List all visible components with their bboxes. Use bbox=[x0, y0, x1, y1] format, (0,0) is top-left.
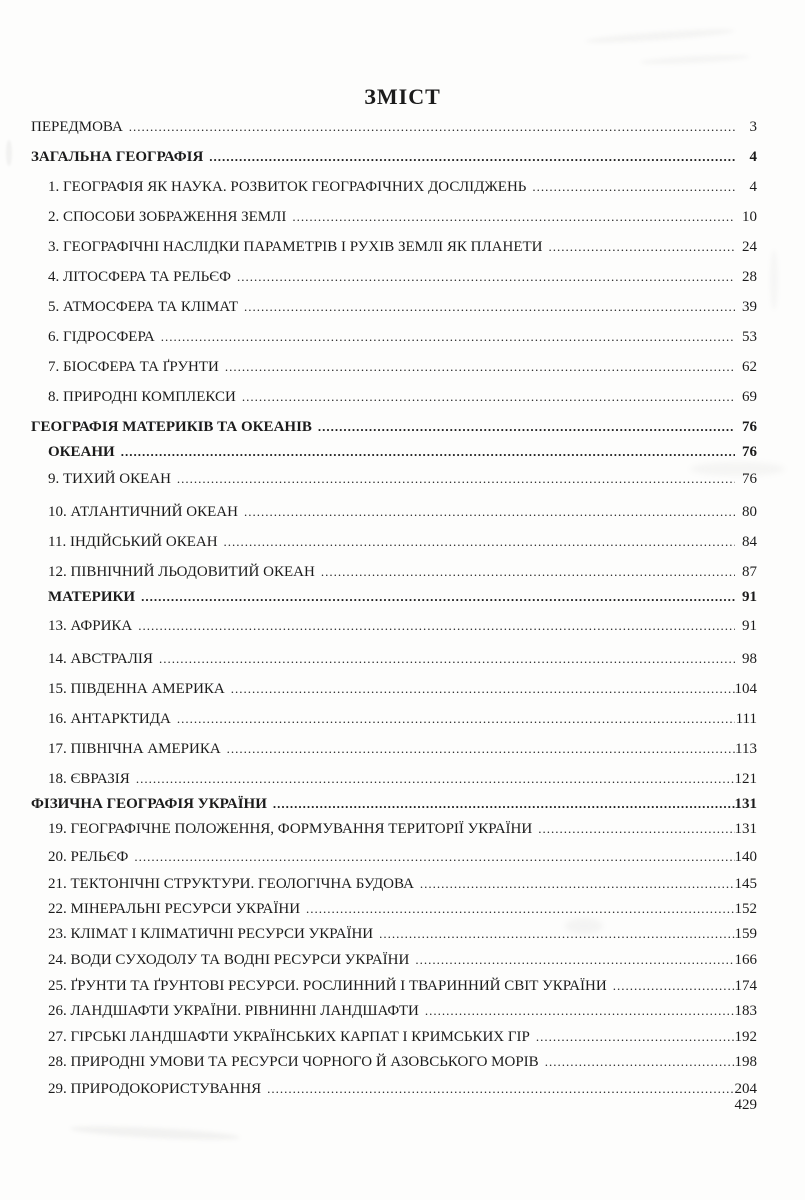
dot-leader bbox=[607, 977, 735, 994]
toc-entry-label: 4. ЛІТОСФЕРА ТА РЕЛЬЄФ bbox=[48, 269, 232, 285]
toc-entry bbox=[0, 470, 805, 487]
toc-entry-page: 98 bbox=[742, 651, 757, 667]
toc-entry-label: 2. СПОСОБИ ЗОБРАЖЕННЯ ЗЕМЛІ bbox=[48, 209, 287, 225]
toc-entry-label: 27. ГІРСЬКІ ЛАНДШАФТИ УКРАЇНСЬКИХ КАРПАТ І КРИМСЬКИХ ГІР bbox=[48, 1029, 530, 1045]
toc-entry-label: ЗАГАЛЬНА ГЕОГРАФІЯ bbox=[31, 149, 204, 165]
dot-leader bbox=[219, 358, 735, 375]
dot-leader bbox=[238, 298, 735, 315]
dot-leader bbox=[414, 875, 735, 892]
toc-entry bbox=[0, 503, 805, 520]
toc-entry-page: 198 bbox=[734, 1054, 757, 1070]
toc-entry-page: 4 bbox=[749, 149, 757, 165]
dot-leader bbox=[221, 740, 735, 757]
toc-entry-label: 13. АФРИКА bbox=[48, 618, 133, 634]
toc-entry bbox=[0, 951, 805, 968]
dot-leader bbox=[539, 1053, 735, 1070]
toc-entry-page: 145 bbox=[734, 876, 757, 892]
toc-entry bbox=[0, 875, 805, 892]
dot-leader bbox=[135, 588, 735, 605]
toc-entry bbox=[0, 563, 805, 580]
toc-entry bbox=[0, 443, 805, 460]
toc-entry bbox=[0, 977, 805, 994]
page-title: ЗМІСТ bbox=[364, 84, 441, 109]
toc-entry-page: 76 bbox=[742, 471, 757, 487]
toc-entry bbox=[0, 795, 805, 812]
toc-entry-page: 53 bbox=[742, 329, 757, 345]
toc-entry bbox=[0, 533, 805, 550]
toc-entry bbox=[0, 418, 805, 435]
toc-entry-page: 131 bbox=[734, 821, 757, 837]
toc-entry-page: 166 bbox=[734, 952, 757, 968]
toc-entry-label: 16. АНТАРКТИДА bbox=[48, 711, 171, 727]
toc-entry bbox=[0, 238, 805, 255]
dot-leader bbox=[267, 795, 735, 812]
toc-entry bbox=[0, 650, 805, 667]
dot-leader bbox=[315, 563, 735, 580]
toc-entry bbox=[0, 328, 805, 345]
dot-leader bbox=[128, 848, 734, 865]
toc-entry-page: 84 bbox=[742, 534, 757, 550]
toc-entry-label: МАТЕРИКИ bbox=[48, 589, 136, 605]
toc-entry bbox=[0, 388, 805, 405]
dot-leader bbox=[261, 1080, 734, 1097]
toc-entry-page: 140 bbox=[734, 849, 757, 865]
toc-entry-label: 17. ПІВНІЧНА АМЕРИКА bbox=[48, 741, 221, 757]
dot-leader bbox=[203, 148, 735, 165]
toc-entry bbox=[0, 148, 805, 165]
toc-entry-label: 8. ПРИРОДНІ КОМПЛЕКСИ bbox=[48, 389, 236, 405]
dot-leader bbox=[132, 617, 735, 634]
toc-entry bbox=[0, 178, 805, 195]
toc-entry-label: ГЕОГРАФІЯ МАТЕРИКІВ ТА ОКЕАНІВ bbox=[31, 419, 312, 435]
toc-entry-label: ПЕРЕДМОВА bbox=[31, 119, 123, 135]
toc-entry-label: 9. ТИХИЙ ОКЕАН bbox=[48, 471, 171, 487]
dot-leader bbox=[153, 650, 735, 667]
dot-leader bbox=[123, 118, 735, 135]
toc-entry-label: 26. ЛАНДШАФТИ УКРАЇНИ. РІВНИННІ ЛАНДШАФТИ bbox=[48, 1003, 419, 1019]
toc-entry-label: 22. МІНЕРАЛЬНІ РЕСУРСИ УКРАЇНИ bbox=[48, 901, 301, 917]
toc-entry-page: 104 bbox=[734, 681, 757, 697]
toc-entry bbox=[0, 1028, 805, 1045]
toc-entry-page: 131 bbox=[734, 796, 757, 812]
toc-entry-label: 15. ПІВДЕННА АМЕРИКА bbox=[48, 681, 225, 697]
toc-entry-label: 20. РЕЛЬЄФ bbox=[48, 849, 129, 865]
toc-entry-label: ОКЕАНИ bbox=[48, 444, 115, 460]
toc-entry-label: 24. ВОДИ СУХОДОЛУ ТА ВОДНІ РЕСУРСИ УКРАЇНИ bbox=[48, 952, 410, 968]
toc-entry bbox=[0, 298, 805, 315]
toc-entry-label: 25. ҐРУНТИ ТА ҐРУНТОВІ РЕСУРСИ. РОСЛИННИЙ І ТВАРИННИЙ СВІТ УКРАЇНИ bbox=[48, 978, 607, 994]
toc-entry bbox=[0, 1080, 805, 1097]
toc-entry bbox=[0, 617, 805, 634]
scan-artifact bbox=[585, 27, 735, 45]
toc-entry-page: 121 bbox=[734, 771, 757, 787]
dot-leader bbox=[373, 925, 734, 942]
dot-leader bbox=[225, 680, 735, 697]
toc-entry-page: 4 bbox=[749, 179, 757, 195]
toc-entry-label: 11. ІНДІЙСЬКИЙ ОКЕАН bbox=[48, 534, 218, 550]
toc-entry bbox=[0, 820, 805, 837]
toc-entry-page: 76 bbox=[742, 444, 757, 460]
toc-entry bbox=[0, 770, 805, 787]
toc-entry bbox=[0, 358, 805, 375]
toc-entry-page: 87 bbox=[742, 564, 757, 580]
toc-entry-page: 204 bbox=[734, 1081, 757, 1097]
toc-entry-label: 18. ЄВРАЗІЯ bbox=[48, 771, 130, 787]
toc-entry bbox=[0, 1053, 805, 1070]
dot-leader bbox=[542, 238, 735, 255]
toc-entry bbox=[0, 118, 805, 135]
dot-leader bbox=[530, 1028, 735, 1045]
toc-entry bbox=[0, 710, 805, 727]
toc-entry-label: 7. БІОСФЕРА ТА ҐРУНТИ bbox=[48, 359, 219, 375]
dot-leader bbox=[300, 900, 734, 917]
page-number: 429 bbox=[734, 1097, 757, 1113]
toc-entry-label: 1. ГЕОГРАФІЯ ЯК НАУКА. РОЗВИТОК ГЕОГРАФІЧНИХ ДОСЛІДЖЕНЬ bbox=[48, 179, 527, 195]
toc-entry-page: 159 bbox=[734, 926, 757, 942]
toc-entry-page: 91 bbox=[742, 589, 757, 605]
toc-entry-page: 183 bbox=[734, 1003, 757, 1019]
toc-entry-page: 113 bbox=[735, 741, 757, 757]
dot-leader bbox=[130, 770, 735, 787]
toc-entry-page: 39 bbox=[742, 299, 757, 315]
toc-entry-page: 10 bbox=[742, 209, 757, 225]
toc-entry bbox=[0, 268, 805, 285]
toc-entry bbox=[0, 900, 805, 917]
toc-entry-label: 10. АТЛАНТИЧНИЙ ОКЕАН bbox=[48, 504, 238, 520]
toc-entry-label: 6. ГІДРОСФЕРА bbox=[48, 329, 155, 345]
toc-entry-page: 174 bbox=[734, 978, 757, 994]
toc-entry-page: 76 bbox=[742, 419, 757, 435]
dot-leader bbox=[115, 443, 735, 460]
dot-leader bbox=[231, 268, 735, 285]
toc-entry-label: 12. ПІВНІЧНИЙ ЛЬОДОВИТИЙ ОКЕАН bbox=[48, 564, 315, 580]
dot-leader bbox=[419, 1002, 735, 1019]
toc-entry-page: 152 bbox=[734, 901, 757, 917]
toc-entry-page: 91 bbox=[742, 618, 757, 634]
dot-leader bbox=[171, 470, 735, 487]
toc-entry-page: 24 bbox=[742, 239, 757, 255]
toc-entry bbox=[0, 680, 805, 697]
dot-leader bbox=[409, 951, 734, 968]
toc-entry-label: 14. АВСТРАЛІЯ bbox=[48, 651, 153, 667]
scan-artifact bbox=[70, 1124, 240, 1143]
toc-entry-label: 29. ПРИРОДОКОРИСТУВАННЯ bbox=[48, 1081, 262, 1097]
toc-entry bbox=[0, 925, 805, 942]
toc-entry-page: 28 bbox=[742, 269, 757, 285]
toc-entry bbox=[0, 588, 805, 605]
toc-entry-page: 69 bbox=[742, 389, 757, 405]
toc-entry bbox=[0, 1002, 805, 1019]
toc-entry-label: ФІЗИЧНА ГЕОГРАФІЯ УКРАЇНИ bbox=[31, 796, 267, 812]
toc-entry bbox=[0, 740, 805, 757]
toc-entry-label: 21. ТЕКТОНІЧНІ СТРУКТУРИ. ГЕОЛОГІЧНА БУДОВА bbox=[48, 876, 414, 892]
toc-entry bbox=[0, 208, 805, 225]
toc-entry-page: 80 bbox=[742, 504, 757, 520]
dot-leader bbox=[312, 418, 735, 435]
toc-entry-label: 23. КЛІМАТ І КЛІМАТИЧНІ РЕСУРСИ УКРАЇНИ bbox=[48, 926, 374, 942]
toc-entry-label: 5. АТМОСФЕРА ТА КЛІМАТ bbox=[48, 299, 239, 315]
toc-entry-page: 111 bbox=[735, 711, 757, 727]
dot-leader bbox=[218, 533, 735, 550]
toc-entry-page: 3 bbox=[749, 119, 757, 135]
toc-entry-page: 62 bbox=[742, 359, 757, 375]
dot-leader bbox=[532, 820, 734, 837]
toc-entry-label: 3. ГЕОГРАФІЧНІ НАСЛІДКИ ПАРАМЕТРІВ І РУХІВ ЗЕМЛІ ЯК ПЛАНЕТИ bbox=[48, 239, 543, 255]
scan-artifact bbox=[640, 53, 750, 66]
toc-list bbox=[0, 110, 805, 1097]
dot-leader bbox=[236, 388, 735, 405]
dot-leader bbox=[526, 178, 735, 195]
dot-leader bbox=[286, 208, 735, 225]
toc-entry-page: 192 bbox=[734, 1029, 757, 1045]
dot-leader bbox=[171, 710, 735, 727]
toc-entry-label: 19. ГЕОГРАФІЧНЕ ПОЛОЖЕННЯ, ФОРМУВАННЯ ТЕРИТОРІЇ УКРАЇНИ bbox=[48, 821, 533, 837]
dot-leader bbox=[238, 503, 735, 520]
toc-entry-label: 28. ПРИРОДНІ УМОВИ ТА РЕСУРСИ ЧОРНОГО Й АЗОВСЬКОГО МОРІВ bbox=[48, 1054, 539, 1070]
dot-leader bbox=[155, 328, 735, 345]
toc-entry bbox=[0, 848, 805, 865]
